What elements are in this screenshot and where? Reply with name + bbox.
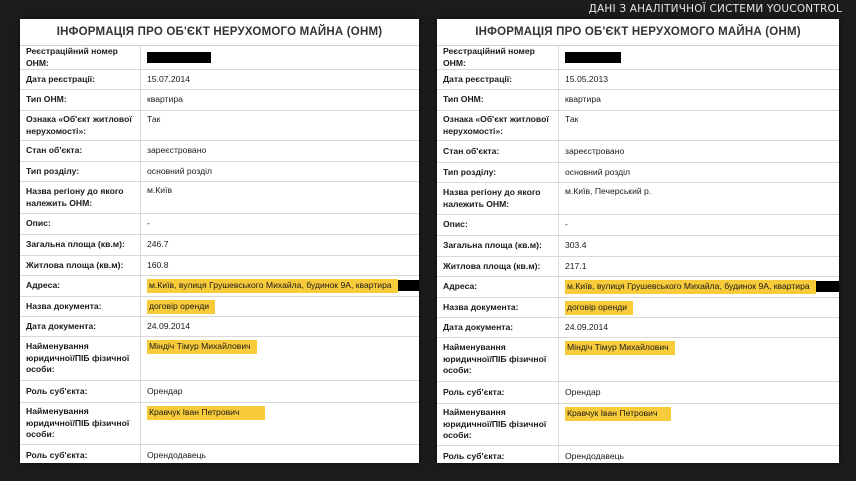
- label: Тип ОНМ:: [20, 90, 141, 111]
- label: Реєстраційний номер ОНМ:: [20, 46, 141, 70]
- row-living-area: [437, 257, 839, 277]
- label: Стан об'єкта:: [20, 141, 141, 162]
- row-onm-type: [437, 90, 839, 111]
- row-entity1-role: [437, 382, 839, 404]
- label: Найменування юридичної/ПІБ фізичної особи:: [437, 404, 559, 446]
- row-entity1-name: [437, 338, 839, 382]
- row-entity2-role: [20, 445, 419, 464]
- row-total-area: [20, 235, 419, 256]
- value: 246.7: [141, 235, 420, 256]
- highlight: Міндіч Тімур Михайлович: [565, 341, 675, 355]
- label: Роль суб'єкта:: [20, 445, 141, 464]
- label: Назва регіону до якого належить ОНМ:: [20, 182, 141, 214]
- value: Так: [559, 111, 840, 141]
- property-card-right: [437, 19, 839, 463]
- row-entity2-role: [437, 446, 839, 464]
- row-description: [437, 215, 839, 236]
- value: [141, 276, 420, 297]
- label: Адреса:: [437, 277, 559, 298]
- property-table: [20, 46, 419, 463]
- value: [141, 46, 420, 70]
- label: Загальна площа (кв.м):: [20, 235, 141, 256]
- row-reg-number: [437, 46, 839, 70]
- value: Так: [141, 111, 420, 141]
- row-entity2-name: [20, 403, 419, 445]
- value: Орендар: [559, 382, 840, 404]
- value: 303.4: [559, 236, 840, 257]
- label: Роль суб'єкта:: [437, 446, 559, 464]
- value: 217.1: [559, 257, 840, 277]
- highlight: м.Київ, вулиця Грушевського Михайла, будинок 9А, квартира: [147, 279, 398, 293]
- label: Ознака «Об'єкт житлової нерухомості»:: [437, 111, 559, 141]
- value: Орендодавець: [559, 446, 840, 464]
- label: Ознака «Об'єкт житлової нерухомості»:: [20, 111, 141, 141]
- value: 24.09.2014: [141, 317, 420, 337]
- value: 24.09.2014: [559, 318, 840, 338]
- row-residential: [20, 111, 419, 141]
- value: м.Київ: [141, 182, 420, 214]
- highlight: м.Київ, вулиця Грушевського Михайла, будинок 9А, квартира: [565, 280, 816, 294]
- label: Загальна площа (кв.м):: [437, 236, 559, 257]
- value: [141, 337, 420, 381]
- redaction-bar: [147, 52, 211, 63]
- redaction-bar: [816, 281, 839, 292]
- label: Адреса:: [20, 276, 141, 297]
- card-title: ІНФОРМАЦІЯ ПРО ОБ'ЄКТ НЕРУХОМОГО МАЙНА (ОНМ): [437, 19, 839, 46]
- label: Реєстраційний номер ОНМ:: [437, 46, 559, 70]
- property-table: [437, 46, 839, 463]
- value: [559, 404, 840, 446]
- row-status: [437, 141, 839, 163]
- row-reg-date: [437, 70, 839, 90]
- label: Назва документа:: [20, 297, 141, 317]
- row-address: [20, 276, 419, 297]
- value: [559, 298, 840, 318]
- label: Житлова площа (кв.м):: [437, 257, 559, 277]
- row-living-area: [20, 256, 419, 276]
- label: Дата реєстрації:: [437, 70, 559, 90]
- label: Тип розділу:: [437, 163, 559, 183]
- value: Орендодавець: [141, 445, 420, 464]
- value: -: [141, 214, 420, 235]
- row-entity1-name: [20, 337, 419, 381]
- row-region: [20, 182, 419, 214]
- row-address: [437, 277, 839, 298]
- label: Найменування юридичної/ПІБ фізичної особи:: [20, 337, 141, 381]
- row-doc-date: [437, 318, 839, 338]
- label: Дата реєстрації:: [20, 70, 141, 90]
- row-description: [20, 214, 419, 235]
- label: Роль суб'єкта:: [437, 382, 559, 404]
- value: м.Київ, Печерський р.: [559, 183, 840, 215]
- value: 15.07.2014: [141, 70, 420, 90]
- redaction-bar: [565, 52, 621, 63]
- label: Житлова площа (кв.м):: [20, 256, 141, 276]
- row-doc-name: [437, 298, 839, 318]
- value: 160.8: [141, 256, 420, 276]
- row-section-type: [437, 163, 839, 183]
- value: квартира: [559, 90, 840, 111]
- highlight: договір оренди: [565, 301, 633, 315]
- label: Опис:: [437, 215, 559, 236]
- label: Тип розділу:: [20, 162, 141, 182]
- row-entity1-role: [20, 381, 419, 403]
- label: Найменування юридичної/ПІБ фізичної особи:: [20, 403, 141, 445]
- row-doc-date: [20, 317, 419, 337]
- redaction-bar: [398, 280, 419, 291]
- value: Орендар: [141, 381, 420, 403]
- label: Стан об'єкта:: [437, 141, 559, 163]
- source-caption: ДАНІ З АНАЛІТИЧНОЇ СИСТЕМИ YOUCONTROL: [588, 3, 842, 15]
- highlight: Кравчук Іван Петрович: [147, 406, 265, 420]
- value: квартира: [141, 90, 420, 111]
- highlight: Кравчук Іван Петрович: [565, 407, 671, 421]
- value: -: [559, 215, 840, 236]
- row-entity2-name: [437, 404, 839, 446]
- label: Тип ОНМ:: [437, 90, 559, 111]
- row-reg-number: [20, 46, 419, 70]
- value: зареєстровано: [141, 141, 420, 162]
- highlight: Міндіч Тімур Михайлович: [147, 340, 257, 354]
- value: [559, 338, 840, 382]
- label: Роль суб'єкта:: [20, 381, 141, 403]
- row-total-area: [437, 236, 839, 257]
- row-residential: [437, 111, 839, 141]
- label: Назва документа:: [437, 298, 559, 318]
- row-reg-date: [20, 70, 419, 90]
- label: Дата документа:: [437, 318, 559, 338]
- card-title: ІНФОРМАЦІЯ ПРО ОБ'ЄКТ НЕРУХОМОГО МАЙНА (ОНМ): [20, 19, 419, 46]
- value: основний розділ: [559, 163, 840, 183]
- row-section-type: [20, 162, 419, 182]
- row-doc-name: [20, 297, 419, 317]
- label: Назва регіону до якого належить ОНМ:: [437, 183, 559, 215]
- highlight: договір оренди: [147, 300, 215, 314]
- value: 15.05.2013: [559, 70, 840, 90]
- value: [141, 403, 420, 445]
- value: [559, 277, 840, 298]
- value: [141, 297, 420, 317]
- label: Дата документа:: [20, 317, 141, 337]
- label: Найменування юридичної/ПІБ фізичної особи:: [437, 338, 559, 382]
- property-card-left: [20, 19, 419, 463]
- value: [559, 46, 840, 70]
- label: Опис:: [20, 214, 141, 235]
- row-status: [20, 141, 419, 162]
- row-onm-type: [20, 90, 419, 111]
- value: зареєстровано: [559, 141, 840, 163]
- value: основний розділ: [141, 162, 420, 182]
- row-region: [437, 183, 839, 215]
